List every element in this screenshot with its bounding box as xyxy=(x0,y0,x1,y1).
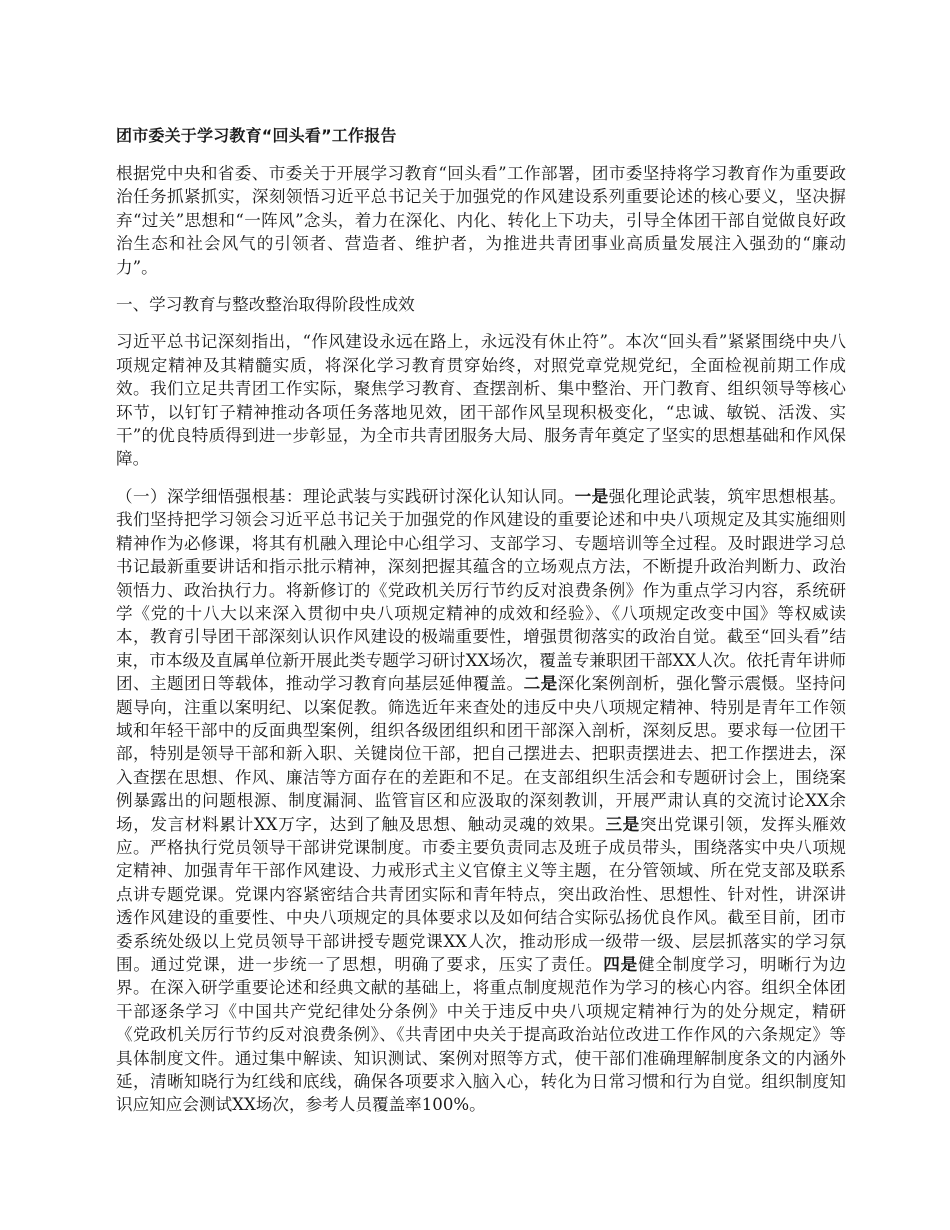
subsection-text-1: 强化理论武装，筑牢思想根基。我们坚持把学习领会习近平总书记关于加强党的作风建设的重要论述和中央八项规定及其实施细则精神作为必修课，将其有机融入理论中心组学习、支部学习、专题培训等全过程。及时跟进学习总书记最新重要讲话和指示批示精神，深刻把握其蕴含的立场观点方法，不断提升政治判断力、政治领悟力、政治执行力。将新修订的《党政机关厉行节约反对浪费条例》作为重点学习内容，系统研学《党的十八大以来深入贯彻中央八项规定精神的成效和经验》、《八项规定改变中国》等权威读本，教育引导团干部深刻认识作风建设的极端重要性，增强贯彻落实的政治自觉。截至“回头看”结束，市本级及直属单位新开展此类专题学习研讨XX场次，覆盖专兼职团干部XX人次。依托青年讲师团、主题团日等载体，推动学习教育向基层延伸覆盖。 xyxy=(116,486,847,694)
section-paragraph: 习近平总书记深刻指出，“作风建设永远在路上，永远没有休止符”。本次“回头看”紧紧围绕中央八项规定精神及其精髓实质，将深化学习教育贯穿始终，对照党章党规党纪，全面检视前期工作成效。我们立足共青团工作实际，聚焦学习教育、查摆剖析、集中整治、开门教育、组织领导等核心环节，以钉钉子精神推动各项任务落地见效，团干部作风呈现积极变化，“忠诚、敏锐、活泼、实干”的优良特质得到进一步彰显，为全市共青团服务大局、服务青年奠定了坚实的思想基础和作风保障。 xyxy=(116,332,846,469)
section-heading: 一、学习教育与整改整治取得阶段性成效 xyxy=(116,295,415,315)
subsection-intro: （一）深学细悟强根基：理论武装与实践研讨深化认知认同。 xyxy=(116,486,575,506)
lead-marker-1: 一是 xyxy=(574,486,609,506)
document-title: 团市委关于学习教育“回头看”工作报告 xyxy=(116,126,397,145)
subsection-text-3: 突出党课引领，发挥头雁效应。严格执行党员领导干部讲党课制度。市委主要负责同志及班子成员带头，围绕落实中央八项规定精神、加强青年干部作风建设、力戒形式主义官僚主义等主题，在分管领域、所在党支部及联系点讲专题党课。党课内容紧密结合共青团实际和青年特点，突出政治性、思想性、针对性，讲深讲透作风建设的重要性、中央八项规定的具体要求以及如何结合实际弘扬优良作风。截至目前，团市委系统处级以上党员领导干部讲授专题党课XX人次，推动形成一级带一级、层层抓落实的学习氛围。通过党课，进一步统一了思想，明确了要求，压实了责任。 xyxy=(116,814,847,974)
subsection-text-4: 健全制度学习，明晰行为边界。在深入研学重要论述和经典文献的基础上，将重点制度规范作为学习的核心内容。组织全体团干部逐条学习《中国共产党纪律处分条例》中关于违反中央八项规定精神行为的处分规定，精研《党政机关厉行节约反对浪费条例》、《共青团中央关于提高政治站位改进工作作风的六条规定》等具体制度文件。通过集中解读、知识测试、案例对照等方式，使干部们准确理解制度条文的内涵外延，清晰知晓行为红线和底线，确保各项要求入脑入心，转化为日常习惯和行为自觉。组织制度知识应知应会测试XX场次，参考人员覆盖率100%。 xyxy=(116,955,847,1115)
lead-marker-2: 二是 xyxy=(523,674,558,694)
subsection-paragraph xyxy=(116,485,846,1117)
lead-marker-4: 四是 xyxy=(603,955,639,974)
subsection-text-2: 深化案例剖析，强化警示震慑。坚持问题导向，注重以案明纪、以案促教。筛选近年来查处的违反中央八项规定精神、特别是青年工作领域和年轻干部中的反面典型案例，组织各级团组织和团干部深入剖析，深刻反思。要求每一位团干部，特别是领导干部和新入职、关键岗位干部，把自己摆进去、把职责摆进去、把工作摆进去，深入查摆在思想、作风、廉洁等方面存在的差距和不足。在支部组织生活会和专题研讨会上，围绕案例暴露出的问题根源、制度漏洞、监管盲区和应汲取的深刻教训，开展严肃认真的交流讨论XX余场，发言材料累计XX万字，达到了触及思想、触动灵魂的效果。 xyxy=(116,674,847,834)
document-page xyxy=(116,124,846,1131)
lead-marker-3: 三是 xyxy=(605,814,640,834)
intro-paragraph: 根据党中央和省委、市委关于开展学习教育“回头看”工作部署，团市委坚持将学习教育作为重要政治任务抓紧抓实，深刻领悟习近平总书记关于加强党的作风建设系列重要论述的核心要义，坚决摒弃“过关”思想和“一阵风”念头，着力在深化、内化、转化上下功夫，引导全体团干部自觉做良好政治生态和社会风气的引领者、营造者、维护者，为推进共青团事业高质量发展注入强劲的“廉动力”。 xyxy=(116,164,846,277)
